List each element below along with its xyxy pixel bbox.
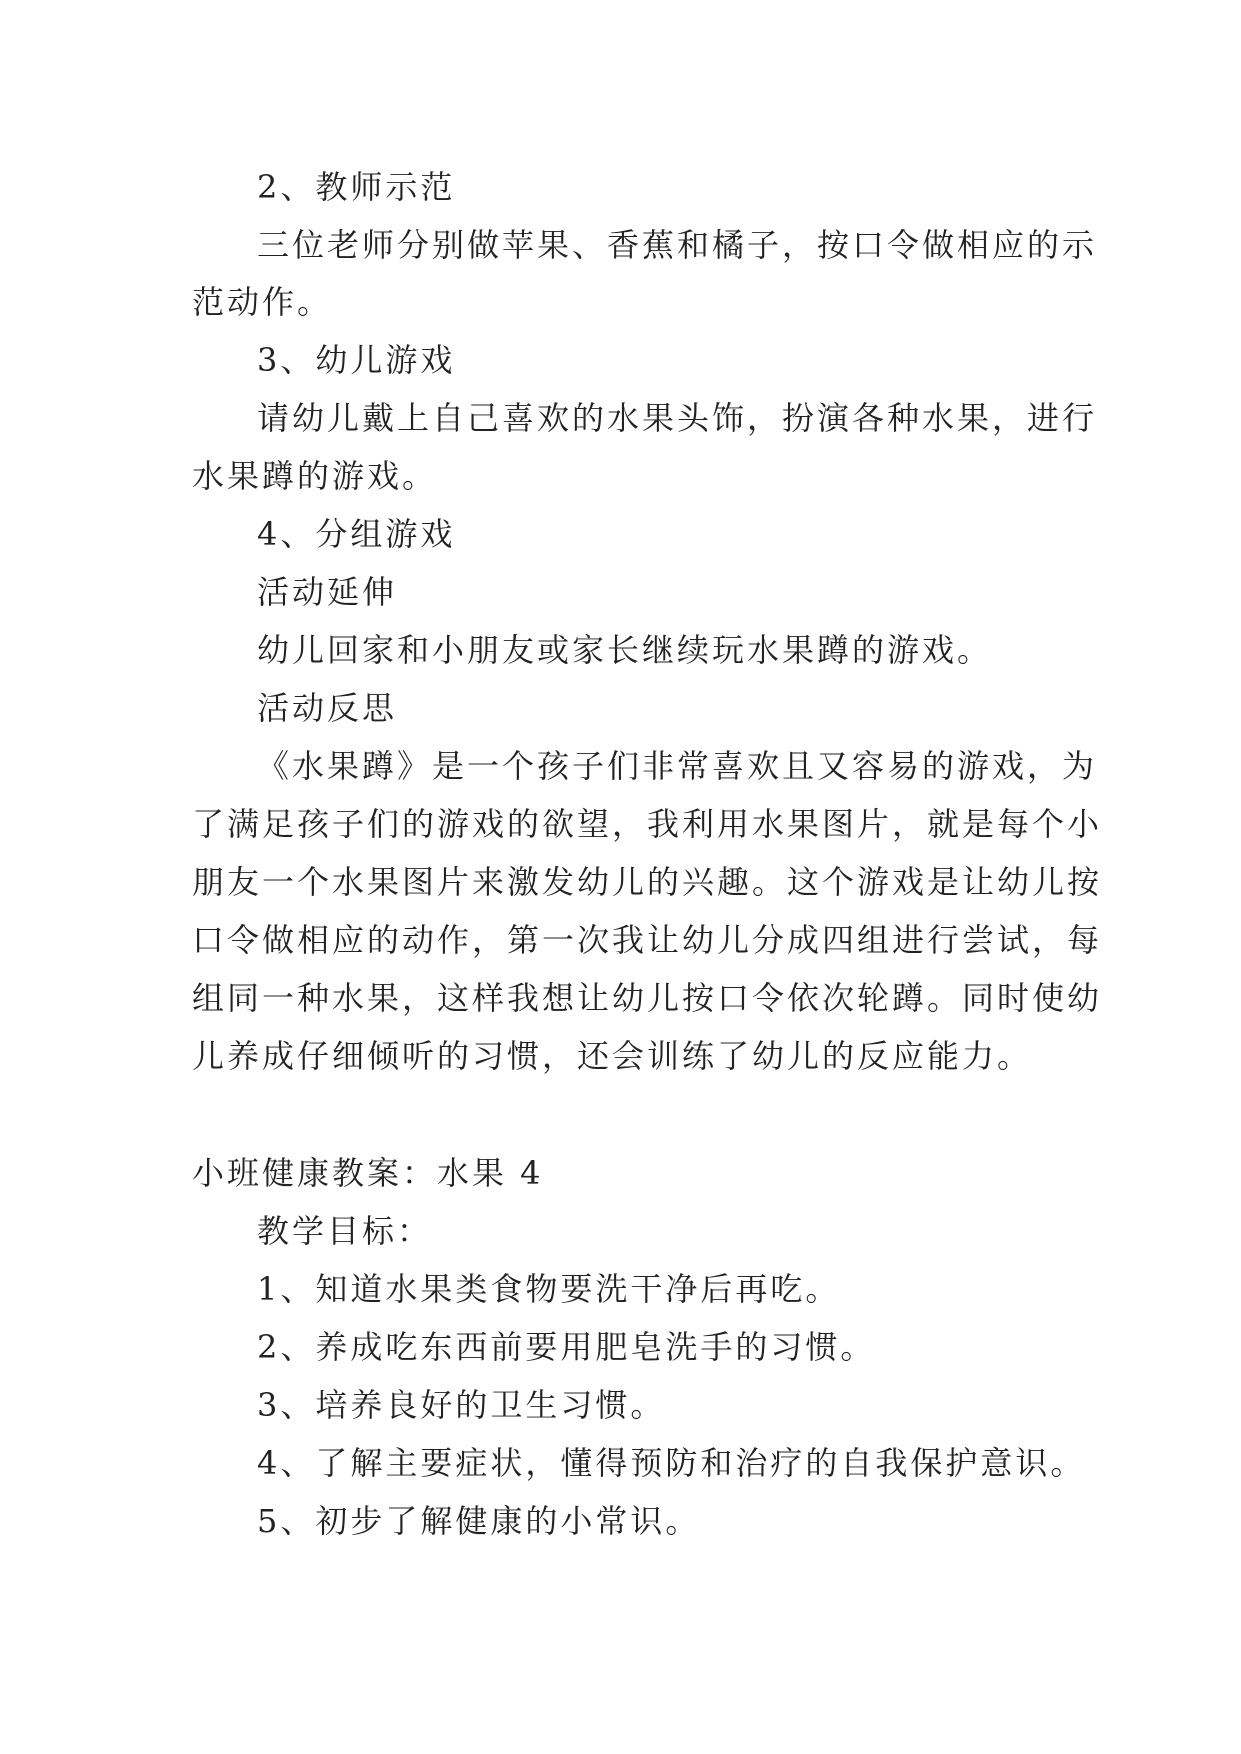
reflection-line-2: 了满足孩子们的游戏的欲望，我利用水果图片，就是每个小 [192, 805, 1103, 843]
item-3-body-line-2: 水果蹲的游戏。 [192, 457, 438, 495]
goal-item-5: 5、初步了解健康的小常识。 [257, 1502, 701, 1540]
item-3-body-line-1: 请幼儿戴上自己喜欢的水果头饰，扮演各种水果，进行 [257, 399, 1098, 437]
reflection-line-3: 朋友一个水果图片来激发幼儿的兴趣。这个游戏是让幼儿按 [192, 863, 1103, 901]
reflection-heading: 活动反思 [257, 689, 398, 727]
item-3-heading: 3、幼儿游戏 [257, 341, 456, 379]
goals-heading: 教学目标： [257, 1212, 433, 1250]
reflection-line-6: 儿养成仔细倾听的习惯，还会训练了幼儿的反应能力。 [192, 1037, 1033, 1075]
reflection-line-1: 《水果蹲》是一个孩子们非常喜欢且又容易的游戏，为 [257, 747, 1098, 785]
goal-item-2: 2、养成吃东西前要用肥皂洗手的习惯。 [257, 1328, 876, 1366]
goal-item-3: 3、培养良好的卫生习惯。 [257, 1386, 666, 1424]
item-2-body-line-2: 范动作。 [192, 283, 333, 321]
extension-body: 幼儿回家和小朋友或家长继续玩水果蹲的游戏。 [257, 631, 993, 669]
item-2-heading: 2、教师示范 [257, 168, 456, 206]
reflection-line-5: 组同一种水果，这样我想让幼儿按口令依次轮蹲。同时使幼 [192, 979, 1103, 1017]
item-4-heading: 4、分组游戏 [257, 515, 456, 553]
goal-item-4: 4、了解主要症状，懂得预防和治疗的自我保护意识。 [257, 1444, 1086, 1482]
goal-item-1: 1、知道水果类食物要洗干净后再吃。 [257, 1270, 841, 1308]
item-2-body-line-1: 三位老师分别做苹果、香蕉和橘子，按口令做相应的示 [257, 226, 1098, 264]
section-title: 小班健康教案：水果 4 [192, 1154, 544, 1192]
extension-heading: 活动延伸 [257, 573, 398, 611]
reflection-line-4: 口令做相应的动作，第一次我让幼儿分成四组进行尝试，每 [192, 921, 1103, 959]
